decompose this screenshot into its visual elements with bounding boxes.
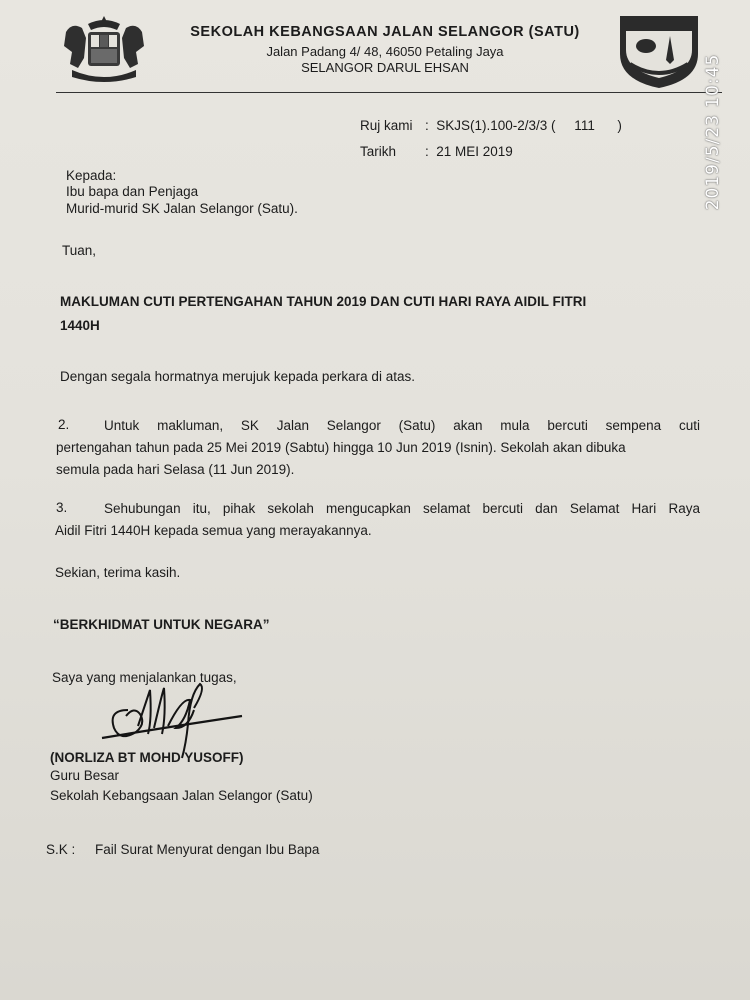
- ruj-value: : SKJS(1).100-2/3/3 ( 111 ): [425, 118, 622, 133]
- photo-timestamp-text: 2019/5/23 10:45: [703, 53, 723, 211]
- paragraph-1: Dengan segala hormatnya merujuk kepada perkara di atas.: [60, 369, 415, 384]
- school-name: SEKOLAH KEBANGSAAN JALAN SELANGOR (SATU): [190, 24, 580, 40]
- tarikh-value: : 21 MEI 2019: [425, 144, 513, 159]
- paragraph-2-line-2: pertengahan tahun pada 25 Mei 2019 (Sabtu) hingga 10 Jun 2019 (Isnin). Sekolah akan dibuka: [56, 440, 626, 455]
- paragraph-3-number: 3.: [56, 500, 68, 515]
- school-state: SELANGOR DARUL EHSAN: [301, 60, 469, 75]
- subject-line-2: 1440H: [60, 318, 100, 333]
- kepada-label: Kepada:: [66, 168, 117, 183]
- cc-label: S.K :: [46, 842, 76, 857]
- signatory-intro: Saya yang menjalankan tugas,: [52, 670, 237, 685]
- paragraph-2-line-1: Untuk makluman, SK Jalan Selangor (Satu) akan mula bercuti sempena cuti: [104, 418, 700, 433]
- paragraph-3-line-2: Aidil Fitri 1440H kepada semua yang merayakannya.: [55, 523, 372, 538]
- paragraph-2-line-3: semula pada hari Selasa (11 Jun 2019).: [56, 462, 295, 477]
- recipient-line-2: Murid-murid SK Jalan Selangor (Satu).: [66, 201, 298, 216]
- subject-line-1: MAKLUMAN CUTI PERTENGAHAN TAHUN 2019 DAN CUTI HARI RAYA AIDIL FITRI: [60, 294, 587, 309]
- recipient-line-1: Ibu bapa dan Penjaga: [66, 184, 199, 199]
- signatory-title: Guru Besar: [50, 768, 120, 783]
- salutation: Tuan,: [62, 243, 97, 258]
- signatory-name: (NORLIZA BT MOHD YUSOFF): [50, 750, 244, 765]
- closing-text: Sekian, terima kasih.: [55, 565, 181, 580]
- cc-value: Fail Surat Menyurat dengan Ibu Bapa: [95, 842, 320, 857]
- tarikh-label: Tarikh: [360, 144, 397, 159]
- signatory-organization: Sekolah Kebangsaan Jalan Selangor (Satu): [50, 788, 313, 803]
- coat-of-arms-icon: [58, 14, 150, 84]
- school-address: Jalan Padang 4/ 48, 46050 Petaling Jaya: [266, 44, 504, 59]
- school-crest-icon: [618, 14, 700, 90]
- paragraph-2-number: 2.: [58, 417, 70, 432]
- paragraph-3-line-1: Sehubungan itu, pihak sekolah mengucapkan selamat bercuti dan Selamat Hari Raya: [104, 501, 700, 516]
- ruj-label: Ruj kami: [360, 118, 413, 133]
- motto: “BERKHIDMAT UNTUK NEGARA”: [53, 617, 270, 632]
- header-divider: [56, 92, 722, 93]
- photo-timestamp: [701, 24, 725, 240]
